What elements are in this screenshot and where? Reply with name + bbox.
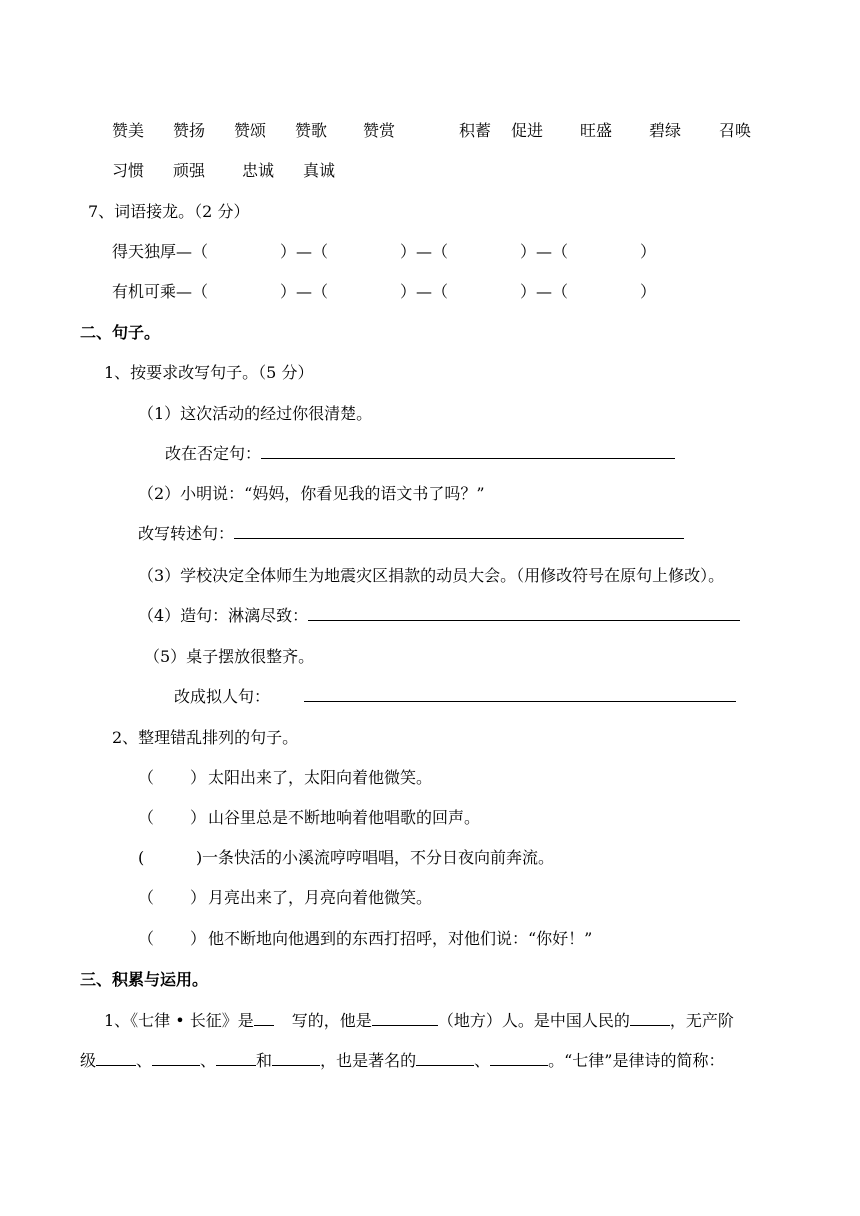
order-sentence: 一条快活的小溪流哼哼唱唱，不分日夜向前奔流。 [202, 848, 555, 867]
answer-blank[interactable] [372, 1011, 438, 1026]
rewrite-negative-row [165, 444, 675, 464]
question-text: 级 [80, 1051, 97, 1070]
order-open-paren: （ [138, 768, 155, 787]
answer-blank[interactable] [630, 1011, 670, 1026]
sentence-2: （2）小明说：“妈妈，你看见我的语文书了吗？” [138, 484, 485, 503]
rewrite-negative-label: 改在否定句： [165, 444, 262, 463]
order-close-paren: ） [190, 768, 207, 787]
word: 赞歌 [295, 121, 328, 140]
question-2-2-title: 2、整理错乱排列的句子。 [112, 728, 299, 747]
personification-row [174, 687, 736, 707]
answer-blank[interactable] [416, 1051, 474, 1066]
chain-separator: ）—（ [400, 282, 449, 301]
order-close-paren: ) [196, 848, 203, 867]
question-text: ，也是著名的 [320, 1051, 417, 1070]
sentence-3: （3）学校决定全体师生为地震灾区捐款的动员大会。（用修改符号在原句上修改）。 [138, 566, 725, 585]
word: 积蓄 [459, 121, 492, 140]
section-2-heading: 二、句子。 [80, 323, 161, 342]
answer-blank[interactable] [254, 1011, 274, 1026]
chain-separator: ）—（ [400, 242, 449, 261]
order-close-paren: ） [190, 888, 207, 907]
question-text: 和 [256, 1051, 273, 1070]
question-text: 写的，他是 [291, 1011, 372, 1030]
question-2-1-title: 1、按要求改写句子。（5 分） [104, 363, 314, 382]
word: 赞颂 [234, 121, 267, 140]
question-7-title: 7、词语接龙。（2 分） [88, 202, 250, 221]
rewrite-indirect-row [138, 524, 684, 544]
personification-label: 改成拟人句： [174, 687, 271, 706]
answer-blank[interactable] [304, 687, 736, 702]
separator: 、 [136, 1051, 153, 1070]
word: 赞美 [112, 121, 145, 140]
order-sentence: 月亮出来了，月亮向着他微笑。 [208, 888, 433, 907]
order-open-paren: （ [138, 808, 155, 827]
answer-blank[interactable] [96, 1051, 136, 1066]
answer-blank[interactable] [261, 444, 675, 459]
question-text: ，无产阶 [669, 1011, 734, 1030]
answer-blank[interactable] [152, 1051, 200, 1066]
section-3-heading: 三、积累与运用。 [80, 970, 209, 989]
question-text: 。“七律”是律诗的简称： [548, 1051, 725, 1070]
chain-separator: ）—（ [280, 242, 329, 261]
long-march-question-line-2 [80, 1051, 724, 1071]
word: 真诚 [303, 161, 336, 180]
word: 赞赏 [363, 121, 396, 140]
answer-blank[interactable] [272, 1051, 320, 1066]
question-text: （地方）人。是中国人民的 [437, 1011, 630, 1030]
chain-close: ） [640, 242, 657, 261]
answer-blank[interactable] [308, 606, 740, 621]
long-march-question-line-1 [104, 1011, 734, 1031]
sentence-1: （1）这次活动的经过你很清楚。 [138, 404, 373, 423]
rewrite-indirect-label: 改写转述句： [138, 524, 235, 543]
answer-blank[interactable] [216, 1051, 256, 1066]
word: 召唤 [719, 121, 752, 140]
word: 促进 [511, 121, 544, 140]
word: 赞扬 [173, 121, 206, 140]
word: 旺盛 [580, 121, 613, 140]
order-open-paren: （ [138, 929, 155, 948]
word: 碧绿 [649, 121, 682, 140]
separator: 、 [474, 1051, 491, 1070]
chain-start: 有机可乘—（ [112, 282, 209, 301]
answer-blank[interactable] [234, 524, 684, 539]
chain-separator: ）—（ [520, 242, 569, 261]
word: 顽强 [173, 161, 206, 180]
chain-close: ） [640, 282, 657, 301]
make-sentence-label: （4）造句：淋漓尽致： [138, 606, 309, 625]
order-open-paren: ( [138, 848, 145, 867]
order-sentence: 他不断地向他遇到的东西打招呼，对他们说：“你好！” [208, 929, 593, 948]
order-sentence: 太阳出来了，太阳向着他微笑。 [208, 768, 433, 787]
chain-separator: ）—（ [280, 282, 329, 301]
word: 习惯 [112, 161, 145, 180]
chain-separator: ）—（ [520, 282, 569, 301]
order-close-paren: ） [190, 808, 207, 827]
sentence-5: （5）桌子摆放很整齐。 [144, 647, 315, 666]
order-open-paren: （ [138, 888, 155, 907]
chain-start: 得天独厚—（ [112, 242, 209, 261]
order-close-paren: ） [190, 929, 207, 948]
separator: 、 [200, 1051, 217, 1070]
make-sentence-row [138, 606, 740, 626]
answer-blank[interactable] [490, 1051, 548, 1066]
word: 忠诚 [242, 161, 275, 180]
order-sentence: 山谷里总是不断地响着他唱歌的回声。 [208, 808, 481, 827]
question-text: 1、《七律 • 长征》是 [104, 1011, 254, 1030]
